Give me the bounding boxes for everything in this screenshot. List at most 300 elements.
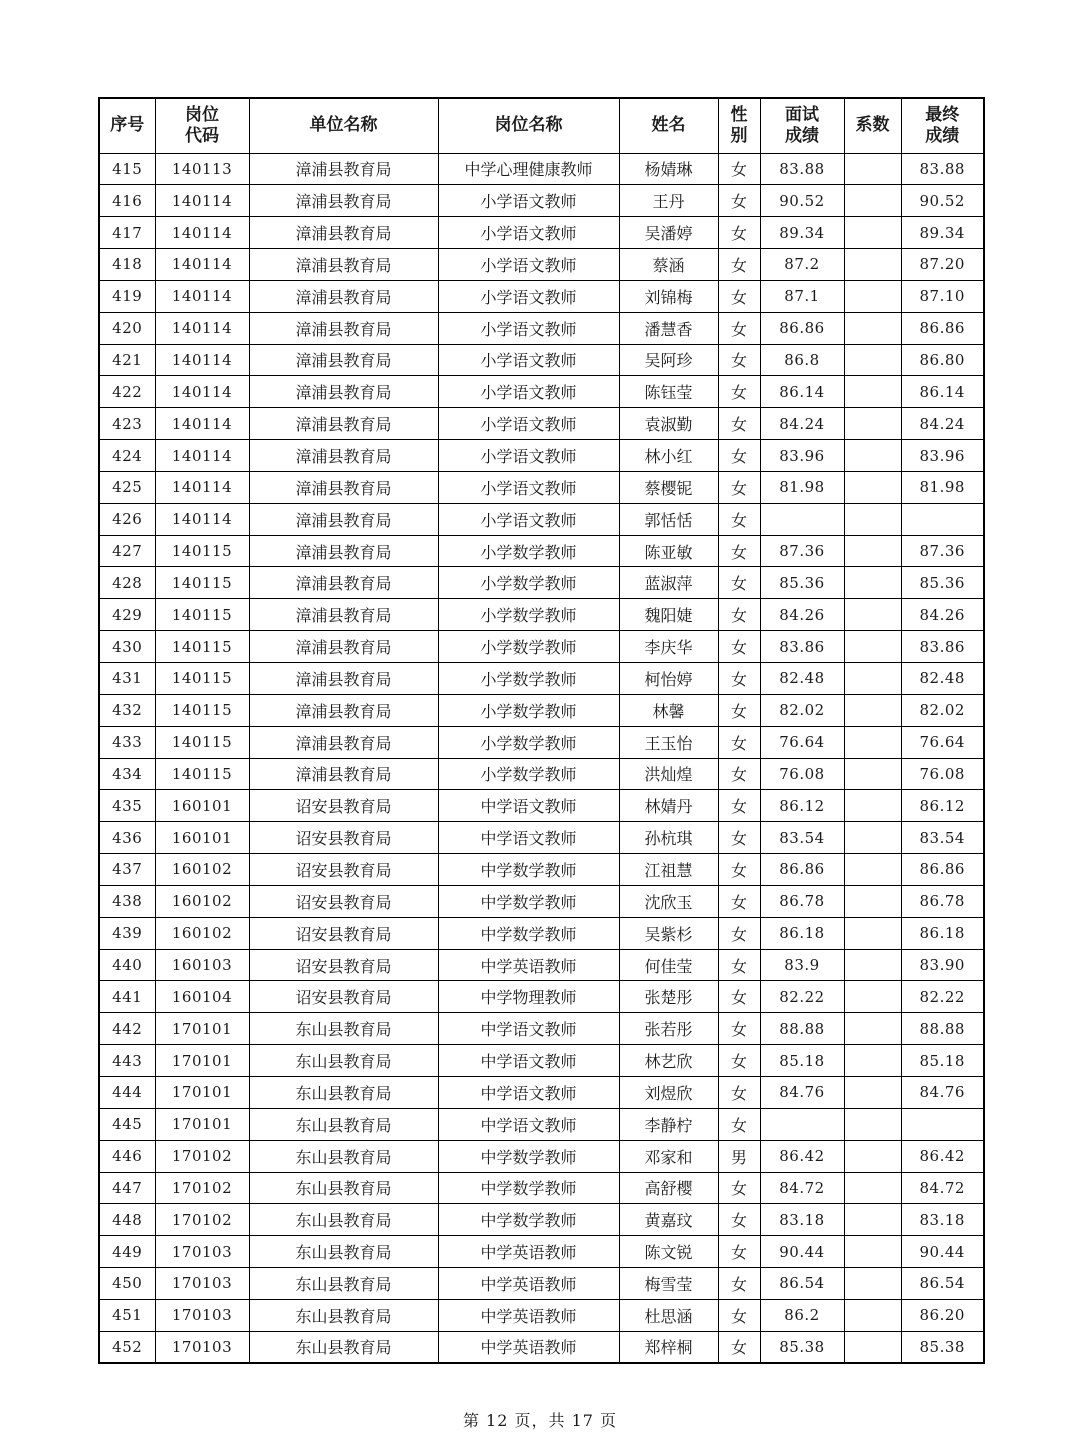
cell-name: 陈钰莹 — [619, 376, 718, 408]
cell-seq: 445 — [99, 1108, 155, 1140]
cell-sex: 女 — [718, 599, 760, 631]
table-row — [99, 790, 984, 822]
cell-post-name: 中学语文教师 — [438, 1108, 619, 1140]
cell-sex: 女 — [718, 1172, 760, 1204]
cell-seq: 447 — [99, 1172, 155, 1204]
cell-unit-name: 东山县教育局 — [249, 1299, 438, 1331]
cell-seq: 422 — [99, 376, 155, 408]
header-interview-score — [760, 98, 844, 153]
table-row — [99, 1299, 984, 1331]
cell-coefficient — [844, 503, 901, 535]
cell-interview-score: 83.96 — [760, 440, 844, 472]
cell-post-code: 170102 — [155, 1140, 249, 1172]
cell-post-code: 140114 — [155, 376, 249, 408]
cell-post-code: 140115 — [155, 567, 249, 599]
cell-coefficient — [844, 185, 901, 217]
cell-post-name: 中学英语教师 — [438, 949, 619, 981]
cell-seq: 439 — [99, 917, 155, 949]
header-post-name: 岗位名称 — [438, 98, 619, 153]
cell-unit-name: 漳浦县教育局 — [249, 567, 438, 599]
cell-name: 邓家和 — [619, 1140, 718, 1172]
cell-name: 蓝淑萍 — [619, 567, 718, 599]
table-row — [99, 312, 984, 344]
cell-final-score: 86.78 — [901, 885, 984, 917]
cell-post-code: 170101 — [155, 1076, 249, 1108]
cell-final-score: 86.18 — [901, 917, 984, 949]
header-sex-line1: 性 — [730, 104, 748, 125]
cell-final-score: 84.24 — [901, 408, 984, 440]
table-row — [99, 885, 984, 917]
cell-post-name: 小学语文教师 — [438, 440, 619, 472]
cell-final-score: 86.42 — [901, 1140, 984, 1172]
cell-interview-score — [760, 1108, 844, 1140]
cell-name: 李静柠 — [619, 1108, 718, 1140]
cell-coefficient — [844, 1108, 901, 1140]
cell-coefficient — [844, 535, 901, 567]
cell-post-code: 140115 — [155, 599, 249, 631]
cell-sex: 女 — [718, 1045, 760, 1077]
cell-coefficient — [844, 471, 901, 503]
cell-seq: 448 — [99, 1204, 155, 1236]
cell-unit-name: 漳浦县教育局 — [249, 185, 438, 217]
cell-name: 黄嘉玟 — [619, 1204, 718, 1236]
cell-seq: 415 — [99, 153, 155, 185]
table-row — [99, 1331, 984, 1363]
cell-sex: 女 — [718, 1331, 760, 1363]
table-row — [99, 631, 984, 663]
cell-interview-score: 86.8 — [760, 344, 844, 376]
cell-post-name: 小学语文教师 — [438, 185, 619, 217]
cell-final-score: 86.86 — [901, 312, 984, 344]
cell-unit-name: 漳浦县教育局 — [249, 376, 438, 408]
cell-sex: 女 — [718, 949, 760, 981]
cell-sex: 女 — [718, 1013, 760, 1045]
table-row — [99, 726, 984, 758]
cell-post-code: 170103 — [155, 1268, 249, 1300]
header-final-score — [901, 98, 984, 153]
cell-sex: 女 — [718, 312, 760, 344]
page-footer: 第 12 页，共 17 页 — [462, 1411, 618, 1430]
cell-unit-name: 诏安县教育局 — [249, 981, 438, 1013]
header-unit-name: 单位名称 — [249, 98, 438, 153]
cell-sex: 女 — [718, 535, 760, 567]
cell-post-name: 小学数学教师 — [438, 599, 619, 631]
cell-post-code: 170102 — [155, 1204, 249, 1236]
cell-name: 郭恬恬 — [619, 503, 718, 535]
cell-interview-score: 84.26 — [760, 599, 844, 631]
cell-unit-name: 漳浦县教育局 — [249, 217, 438, 249]
cell-final-score: 84.26 — [901, 599, 984, 631]
cell-coefficient — [844, 344, 901, 376]
table-row — [99, 503, 984, 535]
table-row — [99, 471, 984, 503]
cell-post-name: 中学数学教师 — [438, 885, 619, 917]
cell-post-code: 170103 — [155, 1331, 249, 1363]
cell-interview-score: 86.86 — [760, 312, 844, 344]
cell-name: 魏阳婕 — [619, 599, 718, 631]
cell-final-score: 86.86 — [901, 854, 984, 886]
table-header — [99, 98, 984, 153]
cell-sex: 女 — [718, 153, 760, 185]
cell-coefficient — [844, 822, 901, 854]
cell-post-name: 小学语文教师 — [438, 280, 619, 312]
cell-final-score: 90.52 — [901, 185, 984, 217]
cell-coefficient — [844, 1140, 901, 1172]
cell-sex: 女 — [718, 1299, 760, 1331]
table-row — [99, 440, 984, 472]
cell-unit-name: 东山县教育局 — [249, 1108, 438, 1140]
cell-name: 梅雪莹 — [619, 1268, 718, 1300]
header-post-code-line1: 岗位 — [185, 104, 219, 125]
cell-unit-name: 漳浦县教育局 — [249, 758, 438, 790]
cell-post-code: 140114 — [155, 440, 249, 472]
cell-seq: 441 — [99, 981, 155, 1013]
cell-sex: 女 — [718, 758, 760, 790]
table-row — [99, 567, 984, 599]
cell-final-score: 85.18 — [901, 1045, 984, 1077]
cell-post-code: 160102 — [155, 885, 249, 917]
cell-sex: 女 — [718, 503, 760, 535]
cell-seq: 450 — [99, 1268, 155, 1300]
cell-name: 洪灿煌 — [619, 758, 718, 790]
cell-post-name: 中学语文教师 — [438, 1045, 619, 1077]
cell-post-name: 小学语文教师 — [438, 376, 619, 408]
cell-sex: 女 — [718, 376, 760, 408]
header-name: 姓名 — [619, 98, 718, 153]
table-body — [99, 153, 984, 1363]
cell-coefficient — [844, 631, 901, 663]
cell-sex: 女 — [718, 280, 760, 312]
cell-seq: 438 — [99, 885, 155, 917]
cell-interview-score: 85.36 — [760, 567, 844, 599]
cell-final-score: 86.54 — [901, 1268, 984, 1300]
cell-seq: 418 — [99, 249, 155, 281]
header-final-line1: 最终 — [925, 104, 960, 125]
cell-name: 袁淑勤 — [619, 408, 718, 440]
cell-final-score: 83.86 — [901, 631, 984, 663]
cell-coefficient — [844, 949, 901, 981]
cell-post-name: 小学数学教师 — [438, 663, 619, 695]
cell-coefficient — [844, 1172, 901, 1204]
cell-interview-score: 86.54 — [760, 1268, 844, 1300]
cell-seq: 449 — [99, 1236, 155, 1268]
cell-name: 江祖慧 — [619, 854, 718, 886]
cell-name: 沈欣玉 — [619, 885, 718, 917]
cell-interview-score: 83.88 — [760, 153, 844, 185]
cell-seq: 436 — [99, 822, 155, 854]
cell-coefficient — [844, 217, 901, 249]
cell-post-name: 小学语文教师 — [438, 471, 619, 503]
cell-coefficient — [844, 726, 901, 758]
cell-unit-name: 东山县教育局 — [249, 1045, 438, 1077]
cell-coefficient — [844, 1013, 901, 1045]
cell-name: 林艺欣 — [619, 1045, 718, 1077]
cell-name: 王丹 — [619, 185, 718, 217]
cell-name: 吴紫杉 — [619, 917, 718, 949]
cell-post-name: 中学数学教师 — [438, 917, 619, 949]
cell-interview-score: 86.18 — [760, 917, 844, 949]
cell-post-code: 170101 — [155, 1013, 249, 1045]
cell-sex: 女 — [718, 408, 760, 440]
table-row — [99, 917, 984, 949]
cell-coefficient — [844, 790, 901, 822]
cell-unit-name: 漳浦县教育局 — [249, 599, 438, 631]
cell-name: 蔡涵 — [619, 249, 718, 281]
cell-interview-score: 88.88 — [760, 1013, 844, 1045]
cell-final-score: 82.48 — [901, 663, 984, 695]
cell-unit-name: 漳浦县教育局 — [249, 312, 438, 344]
cell-final-score: 83.88 — [901, 153, 984, 185]
cell-interview-score: 84.72 — [760, 1172, 844, 1204]
cell-post-code: 140115 — [155, 631, 249, 663]
cell-post-code: 170102 — [155, 1172, 249, 1204]
cell-name: 陈亚敏 — [619, 535, 718, 567]
table-row — [99, 981, 984, 1013]
cell-post-code: 140115 — [155, 758, 249, 790]
cell-post-name: 中学英语教师 — [438, 1268, 619, 1300]
cell-final-score: 82.22 — [901, 981, 984, 1013]
cell-sex: 女 — [718, 854, 760, 886]
cell-final-score: 87.10 — [901, 280, 984, 312]
cell-post-code: 160102 — [155, 854, 249, 886]
cell-seq: 452 — [99, 1331, 155, 1363]
cell-post-name: 小学数学教师 — [438, 535, 619, 567]
cell-unit-name: 诏安县教育局 — [249, 822, 438, 854]
cell-unit-name: 漳浦县教育局 — [249, 631, 438, 663]
cell-interview-score: 87.2 — [760, 249, 844, 281]
cell-name: 林馨 — [619, 694, 718, 726]
cell-interview-score: 85.38 — [760, 1331, 844, 1363]
cell-seq: 440 — [99, 949, 155, 981]
cell-post-code: 140114 — [155, 280, 249, 312]
cell-seq: 430 — [99, 631, 155, 663]
header-sex — [718, 98, 760, 153]
cell-post-code: 140114 — [155, 249, 249, 281]
cell-post-name: 小学语文教师 — [438, 408, 619, 440]
cell-interview-score: 76.08 — [760, 758, 844, 790]
cell-name: 刘煜欣 — [619, 1076, 718, 1108]
cell-unit-name: 漳浦县教育局 — [249, 153, 438, 185]
cell-sex: 女 — [718, 440, 760, 472]
cell-coefficient — [844, 440, 901, 472]
cell-seq: 432 — [99, 694, 155, 726]
cell-sex: 女 — [718, 917, 760, 949]
cell-coefficient — [844, 567, 901, 599]
table-row — [99, 949, 984, 981]
cell-interview-score: 83.86 — [760, 631, 844, 663]
cell-unit-name: 东山县教育局 — [249, 1268, 438, 1300]
cell-seq: 433 — [99, 726, 155, 758]
cell-sex: 女 — [718, 1268, 760, 1300]
table-row — [99, 217, 984, 249]
cell-coefficient — [844, 1204, 901, 1236]
cell-post-name: 中学心理健康教师 — [438, 153, 619, 185]
cell-sex: 女 — [718, 790, 760, 822]
cell-interview-score: 82.02 — [760, 694, 844, 726]
cell-post-code: 140114 — [155, 217, 249, 249]
cell-interview-score: 86.12 — [760, 790, 844, 822]
cell-sex: 女 — [718, 1204, 760, 1236]
cell-seq: 426 — [99, 503, 155, 535]
score-table — [98, 97, 985, 1364]
cell-seq: 451 — [99, 1299, 155, 1331]
cell-name: 蔡樱铌 — [619, 471, 718, 503]
cell-unit-name: 东山县教育局 — [249, 1140, 438, 1172]
cell-final-score: 88.88 — [901, 1013, 984, 1045]
cell-unit-name: 东山县教育局 — [249, 1076, 438, 1108]
cell-name: 林婧丹 — [619, 790, 718, 822]
cell-name: 何佳莹 — [619, 949, 718, 981]
cell-unit-name: 漳浦县教育局 — [249, 663, 438, 695]
cell-interview-score: 82.22 — [760, 981, 844, 1013]
cell-name: 吴潘婷 — [619, 217, 718, 249]
cell-seq: 444 — [99, 1076, 155, 1108]
table-row — [99, 822, 984, 854]
table-row — [99, 249, 984, 281]
cell-final-score: 81.98 — [901, 471, 984, 503]
cell-post-code: 140115 — [155, 663, 249, 695]
cell-name: 陈文锐 — [619, 1236, 718, 1268]
cell-final-score — [901, 503, 984, 535]
cell-sex: 女 — [718, 185, 760, 217]
header-post-code — [155, 98, 249, 153]
cell-name: 张若彤 — [619, 1013, 718, 1045]
cell-name: 王玉怡 — [619, 726, 718, 758]
cell-sex: 男 — [718, 1140, 760, 1172]
cell-final-score: 87.36 — [901, 535, 984, 567]
cell-coefficient — [844, 249, 901, 281]
cell-final-score: 84.72 — [901, 1172, 984, 1204]
cell-post-name: 小学语文教师 — [438, 312, 619, 344]
cell-coefficient — [844, 663, 901, 695]
cell-coefficient — [844, 408, 901, 440]
cell-final-score: 76.08 — [901, 758, 984, 790]
cell-interview-score: 82.48 — [760, 663, 844, 695]
cell-name: 潘慧香 — [619, 312, 718, 344]
cell-seq: 443 — [99, 1045, 155, 1077]
cell-final-score: 86.14 — [901, 376, 984, 408]
cell-post-name: 小学数学教师 — [438, 631, 619, 663]
cell-sex: 女 — [718, 726, 760, 758]
cell-sex: 女 — [718, 981, 760, 1013]
cell-name: 张楚彤 — [619, 981, 718, 1013]
table-row — [99, 280, 984, 312]
cell-post-name: 中学物理教师 — [438, 981, 619, 1013]
cell-coefficient — [844, 1045, 901, 1077]
cell-seq: 431 — [99, 663, 155, 695]
cell-interview-score: 84.76 — [760, 1076, 844, 1108]
cell-seq: 417 — [99, 217, 155, 249]
cell-post-code: 140115 — [155, 694, 249, 726]
table-row — [99, 694, 984, 726]
cell-interview-score: 89.34 — [760, 217, 844, 249]
table-row — [99, 854, 984, 886]
cell-post-name: 中学语文教师 — [438, 790, 619, 822]
cell-unit-name: 漳浦县教育局 — [249, 726, 438, 758]
cell-sex: 女 — [718, 1236, 760, 1268]
cell-post-code: 140114 — [155, 471, 249, 503]
cell-unit-name: 漳浦县教育局 — [249, 440, 438, 472]
header-sex-line2: 别 — [730, 125, 748, 146]
table-row — [99, 1013, 984, 1045]
cell-unit-name: 漳浦县教育局 — [249, 249, 438, 281]
table-row — [99, 1076, 984, 1108]
cell-interview-score: 86.2 — [760, 1299, 844, 1331]
cell-coefficient — [844, 1236, 901, 1268]
cell-coefficient — [844, 854, 901, 886]
cell-post-name: 中学语文教师 — [438, 1076, 619, 1108]
cell-name: 杨婧琳 — [619, 153, 718, 185]
cell-interview-score: 76.64 — [760, 726, 844, 758]
cell-coefficient — [844, 599, 901, 631]
cell-interview-score: 86.14 — [760, 376, 844, 408]
cell-final-score: 85.38 — [901, 1331, 984, 1363]
cell-coefficient — [844, 312, 901, 344]
cell-sex: 女 — [718, 694, 760, 726]
cell-post-name: 小学数学教师 — [438, 694, 619, 726]
header-final-line2: 成绩 — [925, 125, 960, 146]
cell-sex: 女 — [718, 631, 760, 663]
header-interview-line1: 面试 — [785, 104, 819, 125]
cell-coefficient — [844, 153, 901, 185]
cell-final-score: 83.54 — [901, 822, 984, 854]
cell-final-score: 83.96 — [901, 440, 984, 472]
cell-post-name: 小学语文教师 — [438, 217, 619, 249]
cell-interview-score: 83.54 — [760, 822, 844, 854]
cell-post-code: 160104 — [155, 981, 249, 1013]
cell-sex: 女 — [718, 1076, 760, 1108]
cell-post-code: 140114 — [155, 312, 249, 344]
cell-post-code: 140114 — [155, 408, 249, 440]
header-row — [99, 98, 984, 153]
cell-interview-score: 84.24 — [760, 408, 844, 440]
cell-post-code: 170103 — [155, 1299, 249, 1331]
cell-interview-score: 83.18 — [760, 1204, 844, 1236]
cell-seq: 437 — [99, 854, 155, 886]
cell-final-score: 82.02 — [901, 694, 984, 726]
cell-sex: 女 — [718, 663, 760, 695]
cell-unit-name: 漳浦县教育局 — [249, 503, 438, 535]
cell-unit-name: 漳浦县教育局 — [249, 694, 438, 726]
cell-seq: 423 — [99, 408, 155, 440]
cell-post-name: 中学英语教师 — [438, 1299, 619, 1331]
cell-sex: 女 — [718, 885, 760, 917]
cell-name: 林小红 — [619, 440, 718, 472]
table-row — [99, 1045, 984, 1077]
cell-seq: 420 — [99, 312, 155, 344]
cell-seq: 427 — [99, 535, 155, 567]
cell-unit-name: 漳浦县教育局 — [249, 471, 438, 503]
cell-coefficient — [844, 694, 901, 726]
cell-sex: 女 — [718, 249, 760, 281]
cell-interview-score: 86.78 — [760, 885, 844, 917]
cell-coefficient — [844, 280, 901, 312]
cell-final-score: 89.34 — [901, 217, 984, 249]
cell-name: 柯怡婷 — [619, 663, 718, 695]
cell-post-name: 中学数学教师 — [438, 1140, 619, 1172]
cell-post-name: 小学数学教师 — [438, 726, 619, 758]
cell-name: 吴阿珍 — [619, 344, 718, 376]
cell-name: 郑梓桐 — [619, 1331, 718, 1363]
cell-unit-name: 漳浦县教育局 — [249, 280, 438, 312]
cell-sex: 女 — [718, 1108, 760, 1140]
cell-interview-score — [760, 503, 844, 535]
table-row — [99, 376, 984, 408]
cell-interview-score: 86.86 — [760, 854, 844, 886]
cell-post-code: 160102 — [155, 917, 249, 949]
cell-unit-name: 东山县教育局 — [249, 1172, 438, 1204]
cell-post-code: 140115 — [155, 726, 249, 758]
